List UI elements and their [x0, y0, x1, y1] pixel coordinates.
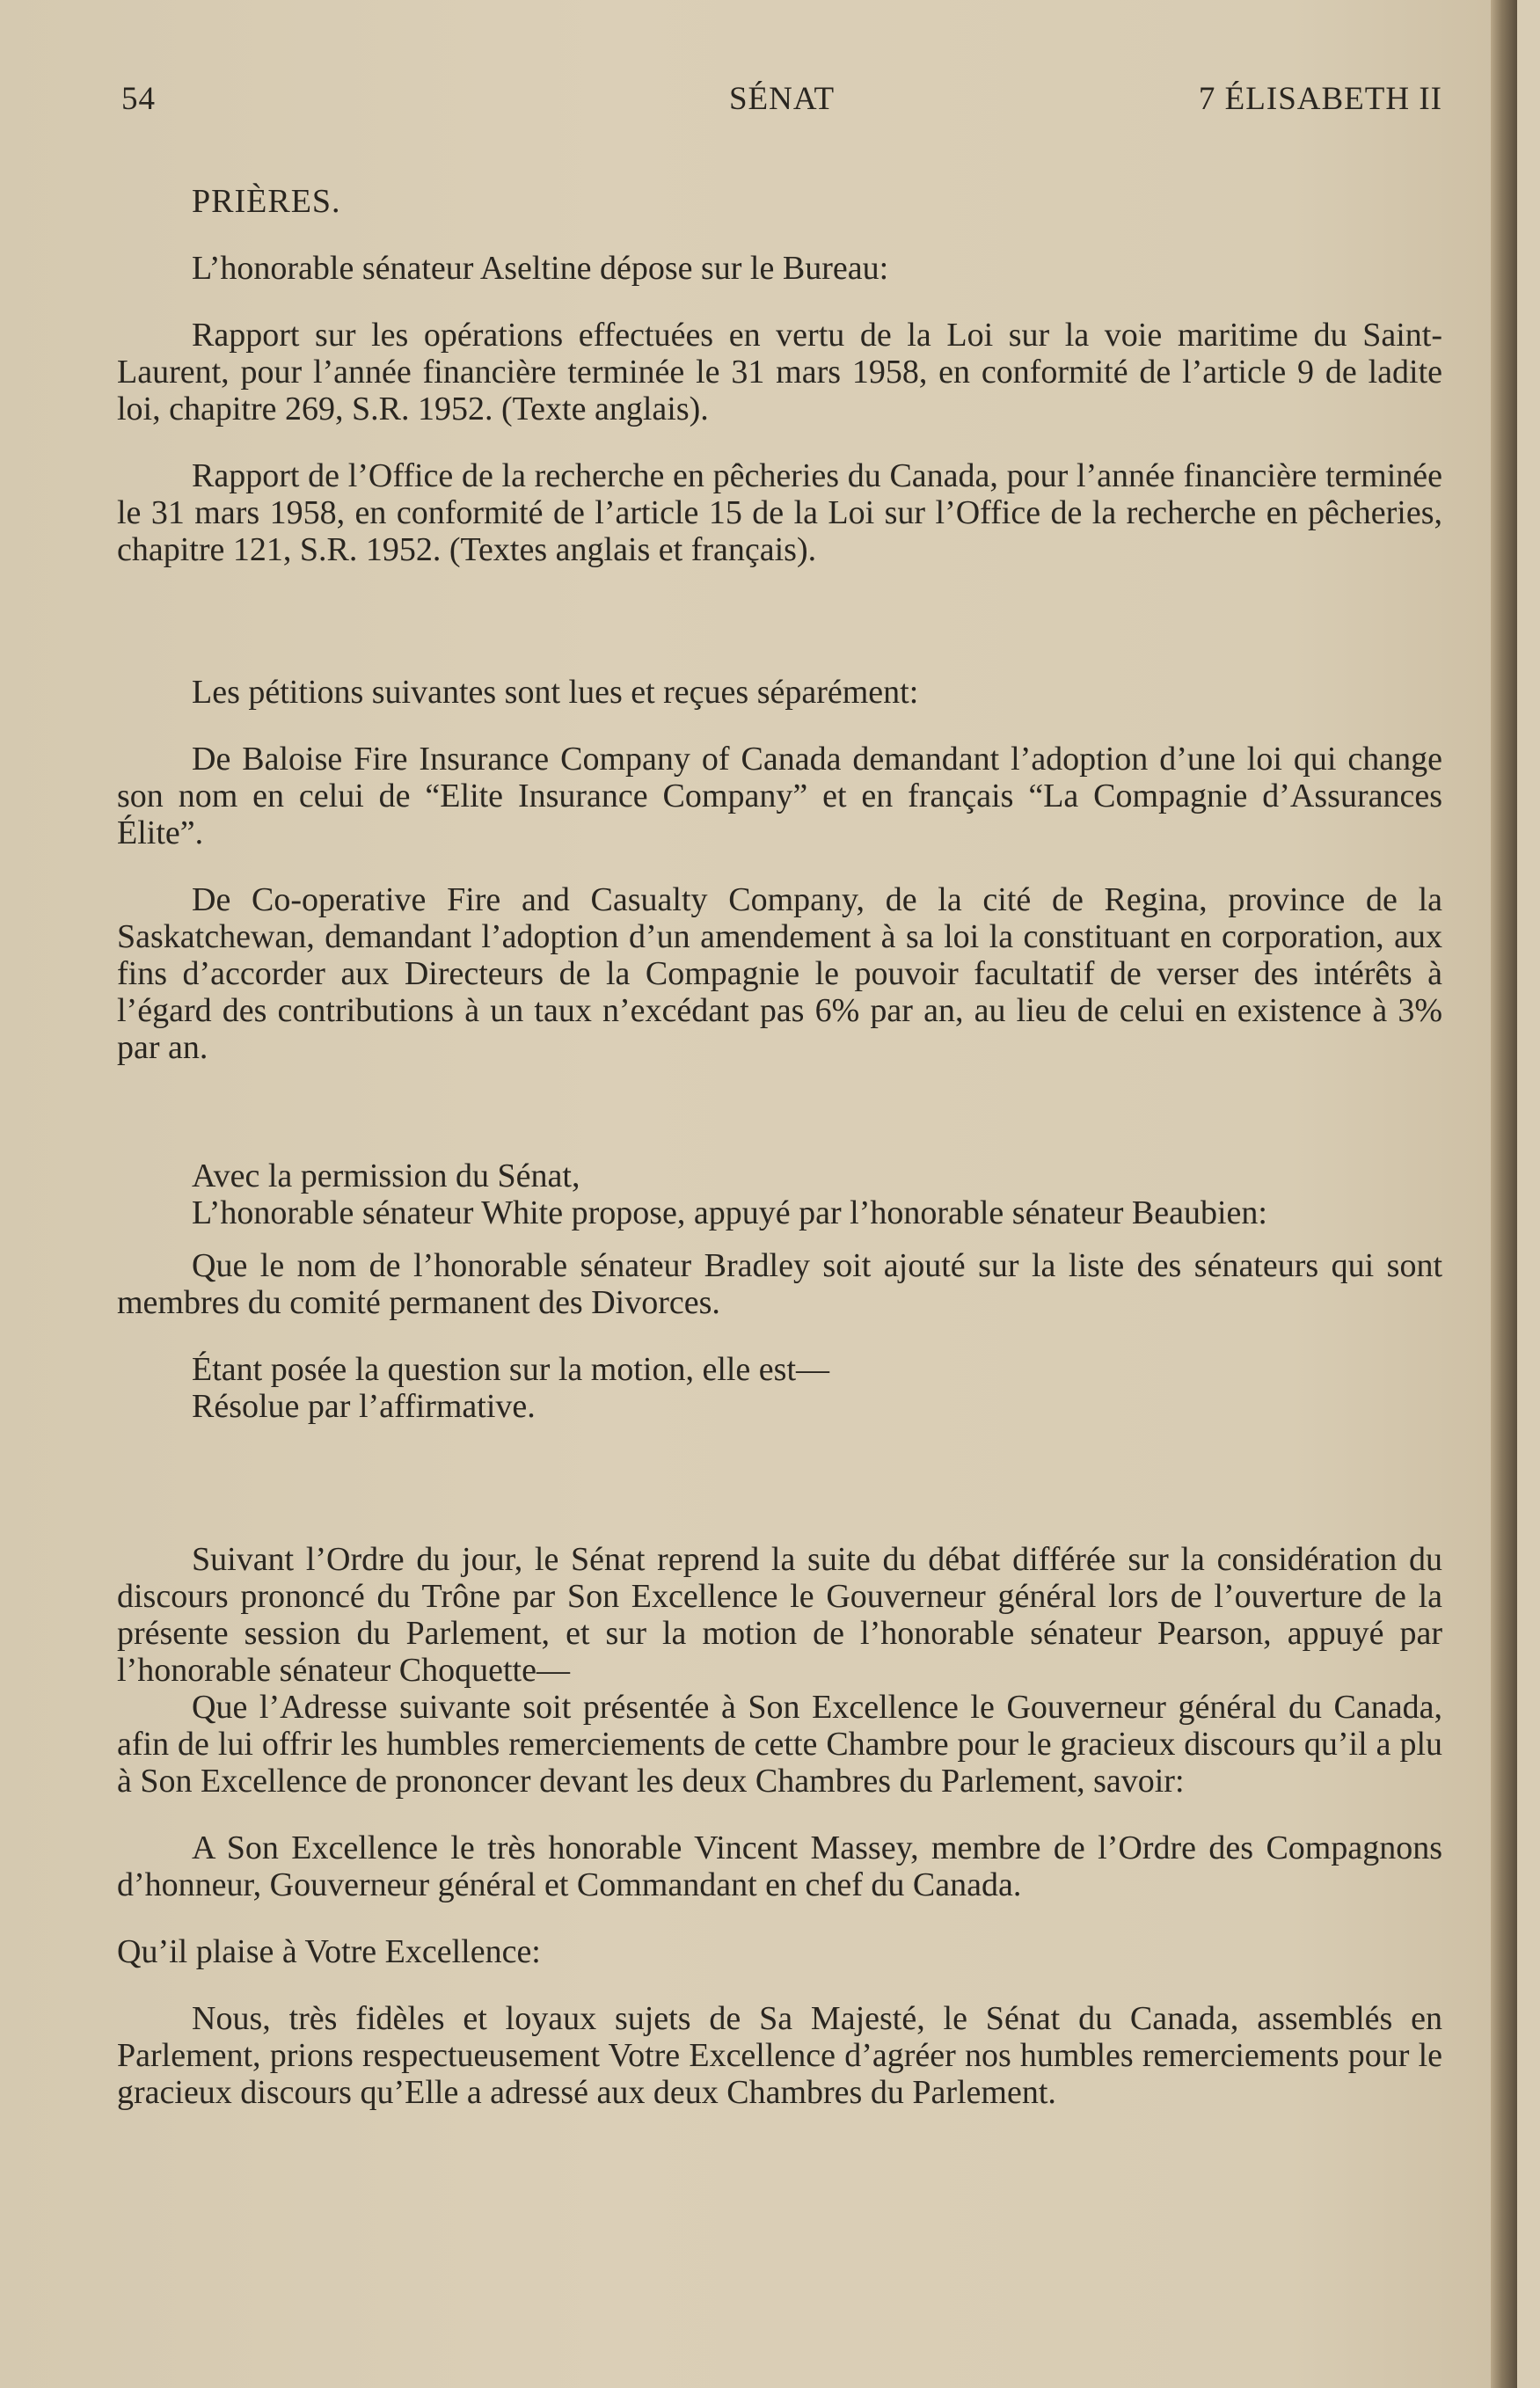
- paragraph-address-thanks: Nous, très fidèles et loyaux sujets de Sa Majesté, le Sénat du Canada, assemblés en Parlement, prions respectueusement Votre Excellence d’agréer nos humbles remerciements pour le gracieux discours qu’Elle a adressé aux deux Chambres du Parlement.: [117, 2000, 1442, 2111]
- paragraph-report-seaway: Rapport sur les opérations effectuées en vertu de la Loi sur la voie maritime du Saint-Laurent, pour l’année financière terminée le 31 mars 1958, en conformité de l’article 9 de ladite loi, chapitre 269, S.R. 1952. (Texte anglais).: [117, 317, 1442, 427]
- paragraph-motion-permission: Avec la permission du Sénat,: [192, 1157, 580, 1194]
- paragraph-motion-result: Résolue par l’affirmative.: [192, 1388, 536, 1425]
- paragraph-motion-text: Que le nom de l’honorable sénateur Bradley soit ajouté sur la liste des sénateurs qui sont membres du comité permanent des Divorces.: [117, 1247, 1442, 1321]
- page-body: [117, 183, 1442, 2111]
- paragraph-address-salutation: A Son Excellence le très honorable Vincent Massey, membre de l’Ordre des Compagnons d’honneur, Gouverneur général et Commandant en chef du Canada.: [117, 1829, 1442, 1903]
- paragraph-address-resolution: Que l’Adresse suivante soit présentée à Son Excellence le Gouverneur général du Canada, afin de lui offrir les humbles remerciements de cette Chambre pour le gracieux discours qu’il a plu à Son Excellence de prononcer devant les deux Chambres du Parlement, savoir:: [117, 1689, 1442, 1800]
- header-reign: 7 ÉLISABETH II: [1198, 81, 1442, 117]
- paragraph-petitions-intro: Les pétitions suivantes sont lues et reçues séparément:: [192, 674, 919, 711]
- paragraph-petition-baloise: De Baloise Fire Insurance Company of Canada demandant l’adoption d’une loi qui change son nom en celui de “Elite Insurance Company” et en français “La Compagnie d’Assurances Élite”.: [117, 741, 1442, 851]
- header-title: SÉNAT: [728, 81, 836, 117]
- page-number: 54: [121, 81, 156, 117]
- book-spine-shadow: [1491, 0, 1517, 2388]
- paragraph-tabling-intro: L’honorable sénateur Aseltine dépose sur le Bureau:: [192, 250, 889, 287]
- section-heading-prieres: PRIÈRES.: [192, 183, 341, 220]
- paragraph-motion-proposal: L’honorable sénateur White propose, appuyé par l’honorable sénateur Beaubien:: [192, 1194, 1267, 1231]
- paragraph-order-of-day: Suivant l’Ordre du jour, le Sénat reprend la suite du débat différée sur la considération du discours prononcé du Trône par Son Excellence le Gouverneur général lors de l’ouverture de la présente session du Parlement, et sur la motion de l’honorable sénateur Pearson, appuyé par l’honorable sénateur Choquette—: [117, 1541, 1442, 1689]
- paragraph-petition-cooperative: De Co-operative Fire and Casualty Company, de la cité de Regina, province de la Saskatchewan, demandant l’adoption d’un amendement à sa loi la constituant en corporation, aux fins d’accorder aux Directeurs de la Compagnie le pouvoir facultatif de verser des intérêts à l’égard des contributions à un taux n’excédant pas 6% par an, au lieu de celui en existence à 3% par an.: [117, 881, 1442, 1066]
- paragraph-address-plea: Qu’il plaise à Votre Excellence:: [117, 1933, 541, 1970]
- paragraph-motion-question: Étant posée la question sur la motion, elle est—: [192, 1351, 830, 1388]
- paragraph-report-fisheries: Rapport de l’Office de la recherche en pêcheries du Canada, pour l’année financière terminée le 31 mars 1958, en conformité de l’article 15 de la Loi sur l’Office de la recherche en pêcheries, chapitre 121, S.R. 1952. (Textes anglais et français).: [117, 457, 1442, 568]
- page-header: [121, 81, 1442, 120]
